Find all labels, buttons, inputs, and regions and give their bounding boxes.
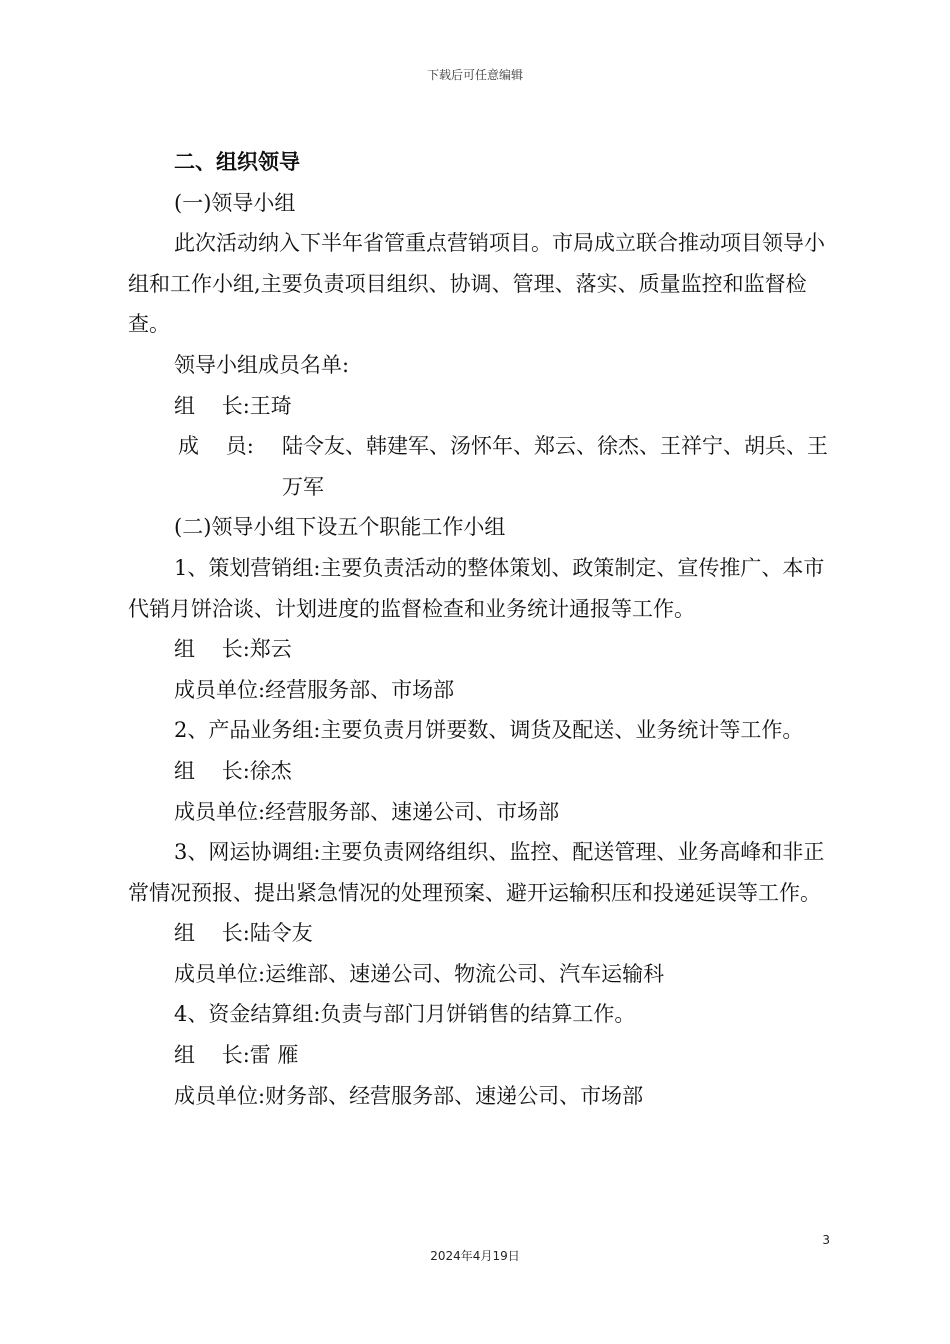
intro-paragraph: 此次活动纳入下半年省管重点营销项目。市局成立联合推动项目领导小组和工作小组,主要负责项目组织、协调、管理、落实、质量监控和监督检查。 [128, 231, 825, 337]
group-4-leader: 组 长:雷 雁 [174, 1043, 299, 1068]
page-number: 3 [822, 1233, 830, 1247]
members-value: 陆令友、韩建军、汤怀年、郑云、徐杰、王祥宁、胡兵、王万军 [282, 434, 828, 499]
group-1-units: 成员单位:经营服务部、市场部 [174, 677, 455, 702]
group-4-description: 4、资金结算组:负责与部门月饼销售的结算工作。 [174, 1002, 636, 1027]
document-body [128, 142, 828, 1116]
group-3-description: 3、网运协调组:主要负责网络组织、监控、配送管理、业务高峰和非正常情况预报、提出紧急情况的处理预案、避开运输积压和投递延误等工作。 [128, 840, 825, 905]
footer-date: 2024年4月19日 [430, 1249, 520, 1263]
subheading-leadership-group: (一)领导小组 [174, 190, 296, 215]
group-1-leader: 组 长:郑云 [174, 637, 292, 662]
group-1-description: 1、策划营销组:主要负责活动的整体策划、政策制定、宣传推广、本市代销月饼洽谈、计划进度的监督检查和业务统计通报等工作。 [128, 555, 825, 621]
group-2-leader: 组 长:徐杰 [174, 758, 292, 783]
group-4-units: 成员单位:财务部、经营服务部、速递公司、市场部 [174, 1083, 644, 1108]
page-header-note: 下载后可任意编辑 [426, 68, 523, 82]
members-line [128, 426, 828, 507]
group-3-units: 成员单位:运维部、速递公司、物流公司、汽车运输科 [174, 961, 665, 986]
members-label: 成 员: [178, 434, 254, 459]
subheading-working-groups: (二)领导小组下设五个职能工作小组 [174, 515, 506, 540]
group-2-description: 2、产品业务组:主要负责月饼要数、调货及配送、业务统计等工作。 [174, 718, 804, 743]
group-2-units: 成员单位:经营服务部、速递公司、市场部 [174, 799, 560, 824]
group-leader-line: 组 长:王琦 [174, 393, 292, 418]
section-heading: 二、组织领导 [174, 149, 300, 174]
roster-title: 领导小组成员名单: [174, 352, 350, 377]
group-3-leader: 组 长:陆令友 [174, 921, 313, 946]
